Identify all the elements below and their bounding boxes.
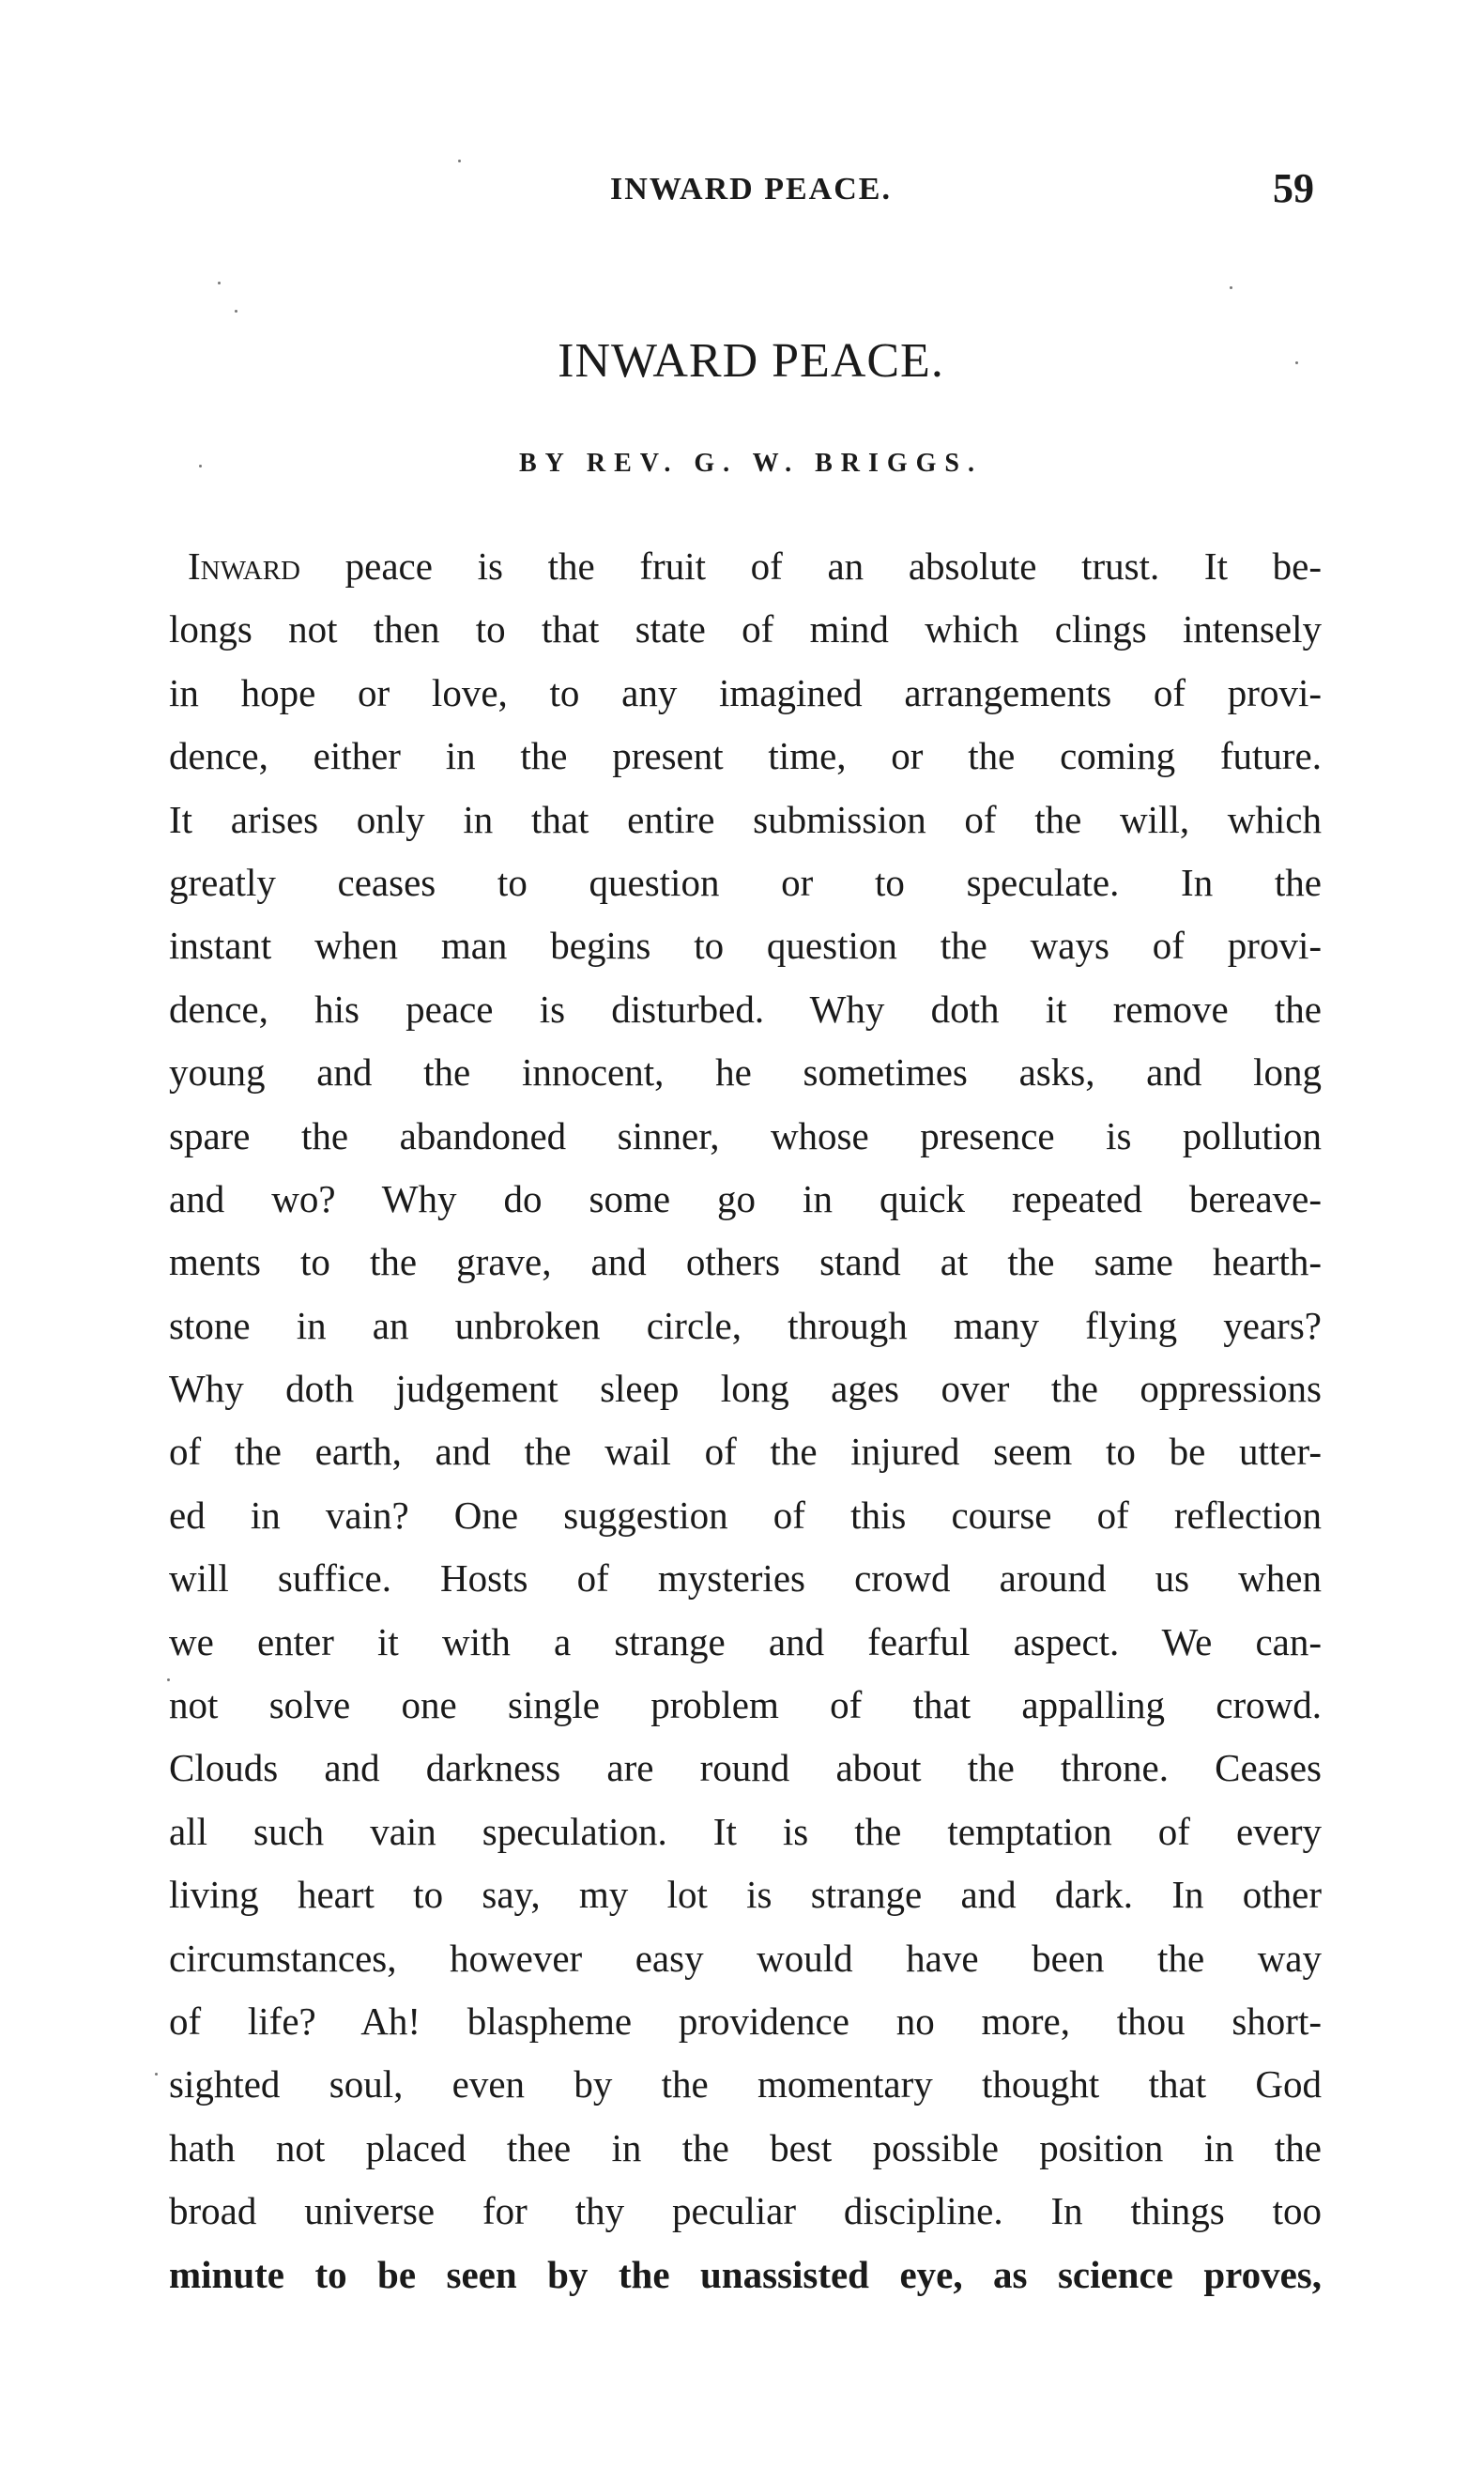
text-line: instant when man begins to question the ways of provi- — [169, 924, 1322, 968]
text-line: we enter it with a strange and fearful aspect. We can- — [169, 1619, 1322, 1663]
text-line: not solve one single problem of that appalling crowd. — [169, 1683, 1322, 1727]
text-line: longs not then to that state of mind which clings intensely — [169, 607, 1322, 651]
text-line: Why doth judgement sleep long ages over the oppressions — [169, 1367, 1322, 1411]
author-byline: BY REV. G. W. BRIGGS. — [519, 449, 983, 478]
text-line: dence, either in the present time, or the coming future. — [169, 734, 1322, 778]
text-line: circumstances, however easy would have been the way — [169, 1936, 1322, 1980]
text-line: in hope or love, to any imagined arrangements of provi- — [169, 670, 1322, 714]
text-line: It arises only in that entire submission of the will, which — [169, 797, 1322, 841]
text-line: greatly ceases to question or to speculate. In the — [169, 860, 1322, 904]
text-line — [169, 535, 1322, 598]
text-line: stone in an unbroken circle, through many flying years? — [169, 1303, 1322, 1347]
running-title: INWARD PEACE. — [610, 172, 892, 207]
scan-speck — [1230, 286, 1232, 289]
text-line: will suffice. Hosts of mysteries crowd around us when — [169, 1556, 1322, 1601]
text-line: broad universe for thy peculiar discipline. In things too — [169, 2189, 1322, 2233]
text-line: all such vain speculation. It is the temptation of every — [169, 1809, 1322, 1853]
text-line: ments to the grave, and others stand at the same hearth- — [169, 1240, 1322, 1284]
scan-speck — [218, 282, 221, 284]
running-head — [169, 165, 1333, 228]
text-line: ed in vain? One suggestion of this course of reflection — [169, 1493, 1322, 1537]
chapter-title: INWARD PEACE. — [558, 334, 944, 388]
text-line: of the earth, and the wail of the injured seem to be utter- — [169, 1430, 1322, 1474]
text-line: living heart to say, my lot is strange and dark. In other — [169, 1873, 1322, 1917]
text-line: young and the innocent, he sometimes asks, and long — [169, 1050, 1322, 1095]
text-line: and wo? Why do some go in quick repeated bereave- — [169, 1176, 1322, 1220]
scan-speck — [458, 160, 461, 162]
text-line: Clouds and darkness are round about the throne. Ceases — [169, 1746, 1322, 1790]
body-paragraph — [169, 535, 1322, 2306]
page-number: 59 — [1273, 165, 1314, 211]
text-line: hath not placed thee in the best possible position in the — [169, 2125, 1322, 2169]
text-line: sighted soul, even by the momentary thought that God — [169, 2062, 1322, 2107]
text-line: dence, his peace is disturbed. Why doth it remove the — [169, 987, 1322, 1031]
scan-speck — [235, 310, 237, 313]
scan-speck — [155, 2073, 158, 2076]
text-line: minute to be seen by the unassisted eye, as science proves, — [169, 2252, 1322, 2296]
drop-word: Inward — [188, 544, 300, 588]
text-line: of life? Ah! blaspheme providence no more, thou short- — [169, 1999, 1322, 2043]
text-line: spare the abandoned sinner, whose presence is pollution — [169, 1113, 1322, 1157]
text-line-rest: peace is the fruit of an absolute trust. It be- — [344, 544, 1322, 588]
